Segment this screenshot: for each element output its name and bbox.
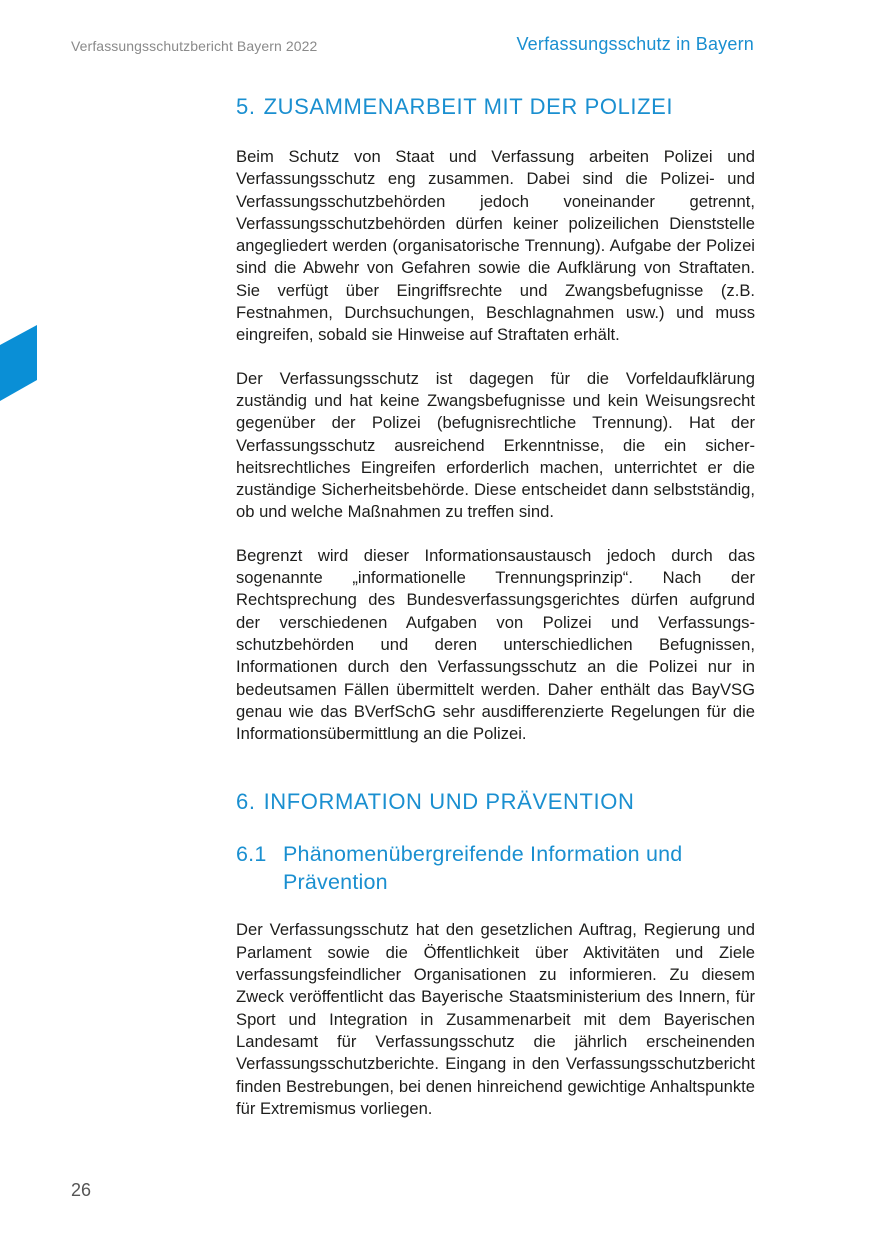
section-6-number: 6. [236,789,256,815]
section-5-paragraph-2: Der Verfassungsschutz ist dagegen für die Vorfeldaufklärung zuständig und hat keine Zwangsbefugnisse und kein Weisungsrecht gegenüber der Polizei (befugnisrechtliche Trennung). Hat der Verfassungsschutz ausreichend Erkenntnisse, die ein sicherheitsrechtliches Eingreifen erforderlich machen, unterrichtet er die zuständige Sicherheitsbehörde. Diese entscheidet dann selbstständig, ob und welche Maßnahmen zu treffen sind. [236,368,755,522]
section-5-heading [236,94,755,120]
section-5-paragraph-1: Beim Schutz von Staat und Verfassung arbeiten Polizei und Verfassungsschutz eng zusammen. Dabei sind die Polizei- und Verfassungsschutzbehörden jedoch voneinander getrennt, Verfassungsschutzbehörden dürfen keiner polizeilichen Dienststelle angegliedert werden (organisatorische Trennung). Aufgabe der Polizei sind die Abwehr von Gefahren sowie die Aufklärung von Straftaten. Sie verfügt über Eingriffsrechte und Zwangsbefugnisse (z.B. Festnahmen, Durchsuchungen, Beschlagnahmen usw.) und muss eingreifen, sobald sie Hinweise auf Straftaten erhält. [236,147,755,345]
page-content [236,90,755,1120]
section-6-1-paragraph-1: Der Verfassungsschutz hat den gesetzlichen Auftrag, Regierung und Parlament sowie die Öffentlichkeit über Aktivitäten und Ziele verfassungsfeindlicher Organisationen zu informieren. Zu diesem Zweck veröffentlicht das Bayerische Staatsministerium des Innern, für Sport und Integration in Zusammenarbeit mit dem Bayerischen Landesamt für Verfassungsschutz die jährlich erscheinenden Verfassungsschutzberichte. Eingang in den Verfassungsschutzbericht finden Bestrebungen, bei denen hinreichend gewichtige Anhaltspunkte für Extremismus vorliegen. [236,920,755,1118]
chapter-side-tab [0,325,37,401]
section-5-paragraph-3: Begrenzt wird dieser Informationsaustausch jedoch durch das sogenannte „informationelle Trennungsprinzip“. Nach der Rechtsprechung des Bundesverfassungsgerichtes dürfen aufgrund der verschiedenen Aufgaben von Polizei und Verfassungsschutzbehörden und deren unterschiedlichen Befugnissen, Informationen durch den Verfassungsschutz an die Polizei nur in bedeutsamen Fällen übermittelt werden. Daher enthält das BayVSG genau wie das BVerfSchG sehr ausdifferenzierte Regelungen für die Informationsübermittlung an die Polizei. [236,545,755,744]
subsection-6-1-title [283,840,682,896]
subsection-6-1-title-line-2: Prävention [283,870,388,895]
section-5-number: 5. [236,94,256,119]
section-5-title: ZUSAMMENARBEIT MIT DER POLIZEI [263,94,674,119]
running-header-report-title: Verfassungsschutzbericht Bayern 2022 [71,38,318,54]
subsection-6-1-heading [236,840,755,896]
subsection-6-1-number: 6.1 [236,842,267,867]
subsection-6-1-title-line-1: Phänomenübergreifende Information und [283,842,683,867]
section-6-title: INFORMATION UND PRÄVENTION [263,789,635,815]
page-number: 26 [71,1180,92,1200]
section-6-heading [236,789,755,815]
running-header-chapter-title: Verfassungsschutz in Bayern [516,34,754,54]
